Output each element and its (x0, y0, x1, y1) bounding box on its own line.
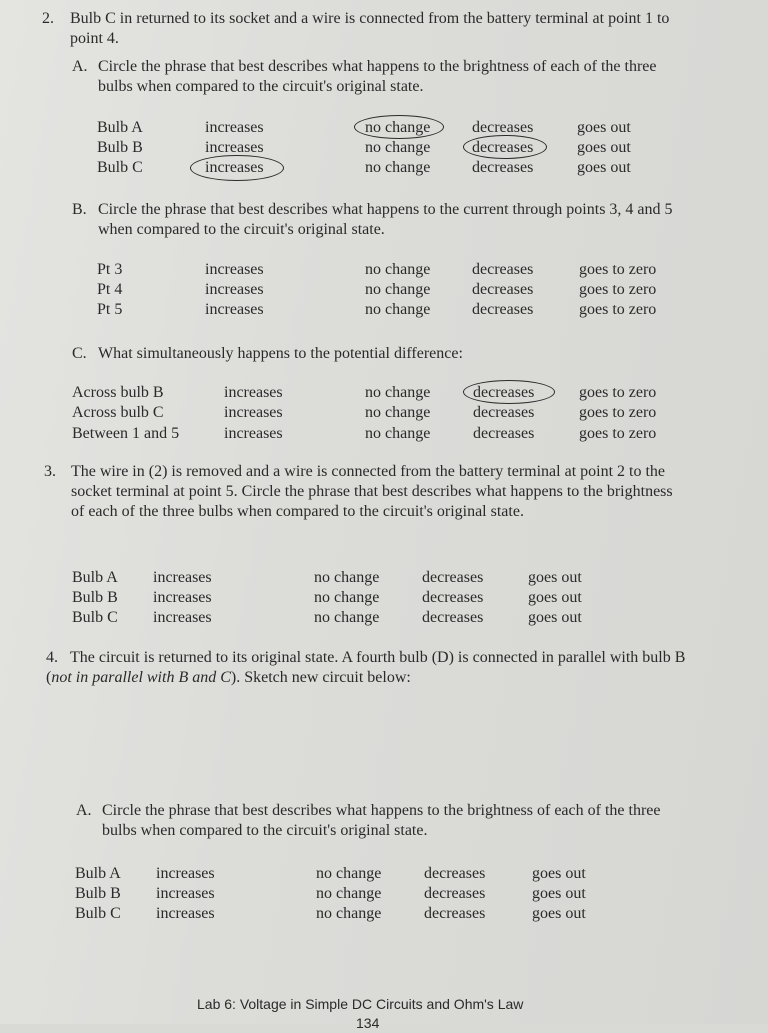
q4-text (46, 648, 686, 688)
q4a-text: Circle the phrase that best describes what happens to the brightness of each of the three bulbs when compared to the circuit's original state. (102, 802, 661, 839)
q2a-row3-opt-goes-out[interactable]: goes out (577, 159, 631, 176)
q2c-row2-label: Across bulb C (72, 404, 164, 421)
q2a-row2-label: Bulb B (97, 139, 143, 156)
page-number: 134 (356, 1015, 380, 1031)
q2b-text: Circle the phrase that best describes what happens to the current through points 3, 4 and 5 when compared to the circuit's original state. (98, 201, 673, 238)
q2c-row2-opt-no-change[interactable]: no change (365, 404, 431, 421)
q3-number: 3. (44, 463, 56, 480)
q3-row2-opt-decreases[interactable]: decreases (422, 589, 484, 606)
q4a-row1-label: Bulb A (75, 865, 121, 882)
q4-number: 4. (46, 649, 58, 666)
q3-row1-label: Bulb A (72, 569, 118, 586)
q2c-text: What simultaneously happens to the potential difference: (98, 345, 463, 362)
q2b-row3-opt-decreases[interactable]: decreases (472, 301, 534, 318)
q2a-row1-opt-no-change[interactable]: no change (365, 119, 431, 136)
q3-row1-opt-no-change[interactable]: no change (314, 569, 380, 586)
q2c-row3-opt-no-change[interactable]: no change (365, 425, 431, 442)
q4a-row2-opt-goes-out[interactable]: goes out (532, 885, 586, 902)
q2c-row1-opt-no-change[interactable]: no change (365, 384, 431, 401)
q2a-row2-opt-decreases[interactable]: decreases (472, 139, 534, 156)
q2a-row3-opt-no-change[interactable]: no change (365, 159, 431, 176)
q3-row1-opt-increases[interactable]: increases (153, 569, 212, 586)
q2b-row3-label: Pt 5 (97, 301, 123, 318)
q3-row2-opt-no-change[interactable]: no change (314, 589, 380, 606)
q4a-letter: A. (76, 802, 92, 819)
q4a-row1-opt-no-change[interactable]: no change (316, 865, 382, 882)
q2c-row2-opt-goes-to-zero[interactable]: goes to zero (579, 404, 657, 421)
q4a-row2-opt-no-change[interactable]: no change (316, 885, 382, 902)
q2b-row2-opt-no-change[interactable]: no change (365, 281, 431, 298)
q2b-row2-opt-decreases[interactable]: decreases (472, 281, 534, 298)
q4a-row3-label: Bulb C (75, 905, 121, 922)
q2b-row3-opt-no-change[interactable]: no change (365, 301, 431, 318)
q3-row2-opt-increases[interactable]: increases (153, 589, 212, 606)
q2c-row3-opt-decreases[interactable]: decreases (473, 425, 535, 442)
q4a-row2-label: Bulb B (75, 885, 121, 902)
q2b-letter: B. (72, 201, 87, 218)
q2b-row2-opt-increases[interactable]: increases (205, 281, 264, 298)
q3-row3-opt-increases[interactable]: increases (153, 609, 212, 626)
q2a-row2-opt-goes-out[interactable]: goes out (577, 139, 631, 156)
q2a-letter: A. (72, 58, 88, 75)
sketch-area[interactable] (60, 695, 700, 790)
q4a-row3-opt-decreases[interactable]: decreases (424, 905, 486, 922)
q2a-row3-opt-increases[interactable]: increases (205, 159, 264, 176)
q2c-row1-opt-increases[interactable]: increases (224, 384, 283, 401)
q2c-row1-label: Across bulb B (72, 384, 164, 401)
q2c-row1-opt-decreases[interactable]: decreases (473, 384, 535, 401)
q2a-row2-opt-no-change[interactable]: no change (365, 139, 431, 156)
q3-row2-label: Bulb B (72, 589, 118, 606)
footer-title: Lab 6: Voltage in Simple DC Circuits and Ohm's Law (197, 996, 524, 1012)
q3-row2-opt-goes-out[interactable]: goes out (528, 589, 582, 606)
q4a-row2-opt-decreases[interactable]: decreases (424, 885, 486, 902)
q4a-row1-opt-increases[interactable]: increases (156, 865, 215, 882)
q3-text: The wire in (2) is removed and a wire is connected from the battery terminal at point 2 to the socket terminal at point 5. Circle the phrase that best describes what happens to the brightness of each of the three bulbs when compared to the circuit's original state. (71, 463, 673, 520)
q2c-row3-opt-increases[interactable]: increases (224, 425, 283, 442)
q4a-row2-opt-increases[interactable]: increases (156, 885, 215, 902)
q2b-row1-opt-goes-to-zero[interactable]: goes to zero (579, 261, 657, 278)
q3-row1-opt-goes-out[interactable]: goes out (528, 569, 582, 586)
q2b-row1-opt-decreases[interactable]: decreases (472, 261, 534, 278)
q2b-row1-label: Pt 3 (97, 261, 123, 278)
q4a-row1-opt-goes-out[interactable]: goes out (532, 865, 586, 882)
q2-text: Bulb C in returned to its socket and a wire is connected from the battery terminal at point 1 to point 4. (70, 10, 670, 47)
q3-row3-opt-goes-out[interactable]: goes out (528, 609, 582, 626)
q2b-row3-opt-increases[interactable]: increases (205, 301, 264, 318)
q4a-row1-opt-decreases[interactable]: decreases (424, 865, 486, 882)
q3-row3-label: Bulb C (72, 609, 118, 626)
q2c-row3-opt-goes-to-zero[interactable]: goes to zero (579, 425, 657, 442)
q4a-row3-opt-increases[interactable]: increases (156, 905, 215, 922)
q4a-row3-opt-no-change[interactable]: no change (316, 905, 382, 922)
q2a-text: Circle the phrase that best describes what happens to the brightness of each of the three bulbs when compared to the circuit's original state. (98, 58, 657, 95)
q2b-row1-opt-no-change[interactable]: no change (365, 261, 431, 278)
q2b-row2-label: Pt 4 (97, 281, 123, 298)
q2a-row1-opt-decreases[interactable]: decreases (472, 119, 534, 136)
q3-row3-opt-no-change[interactable]: no change (314, 609, 380, 626)
q2b-row3-opt-goes-to-zero[interactable]: goes to zero (579, 301, 657, 318)
q4-text-end: ). Sketch new circuit below: (230, 669, 411, 686)
q2a-row3-opt-decreases[interactable]: decreases (472, 159, 534, 176)
q2c-row3-label: Between 1 and 5 (72, 425, 180, 442)
q2c-letter: C. (72, 345, 87, 362)
q2a-row2-opt-increases[interactable]: increases (205, 139, 264, 156)
q2b-row1-opt-increases[interactable]: increases (205, 261, 264, 278)
q2a-row1-label: Bulb A (97, 119, 143, 136)
q2a-row1-opt-goes-out[interactable]: goes out (577, 119, 631, 136)
q3-row3-opt-decreases[interactable]: decreases (422, 609, 484, 626)
q2b-row2-opt-goes-to-zero[interactable]: goes to zero (579, 281, 657, 298)
q2a-row1-opt-increases[interactable]: increases (205, 119, 264, 136)
q2-number: 2. (42, 10, 54, 27)
q4-text-start: The circuit is returned to its original state. A fourth bulb (D) is connected in parallel with bulb B ( (46, 649, 686, 686)
q4-text-italic: not in parallel with B and C (51, 669, 231, 686)
q3-row1-opt-decreases[interactable]: decreases (422, 569, 484, 586)
q4a-row3-opt-goes-out[interactable]: goes out (532, 905, 586, 922)
q2c-row2-opt-increases[interactable]: increases (224, 404, 283, 421)
q2c-row1-opt-goes-to-zero[interactable]: goes to zero (579, 384, 657, 401)
q2c-row2-opt-decreases[interactable]: decreases (473, 404, 535, 421)
q2a-row3-label: Bulb C (97, 159, 143, 176)
